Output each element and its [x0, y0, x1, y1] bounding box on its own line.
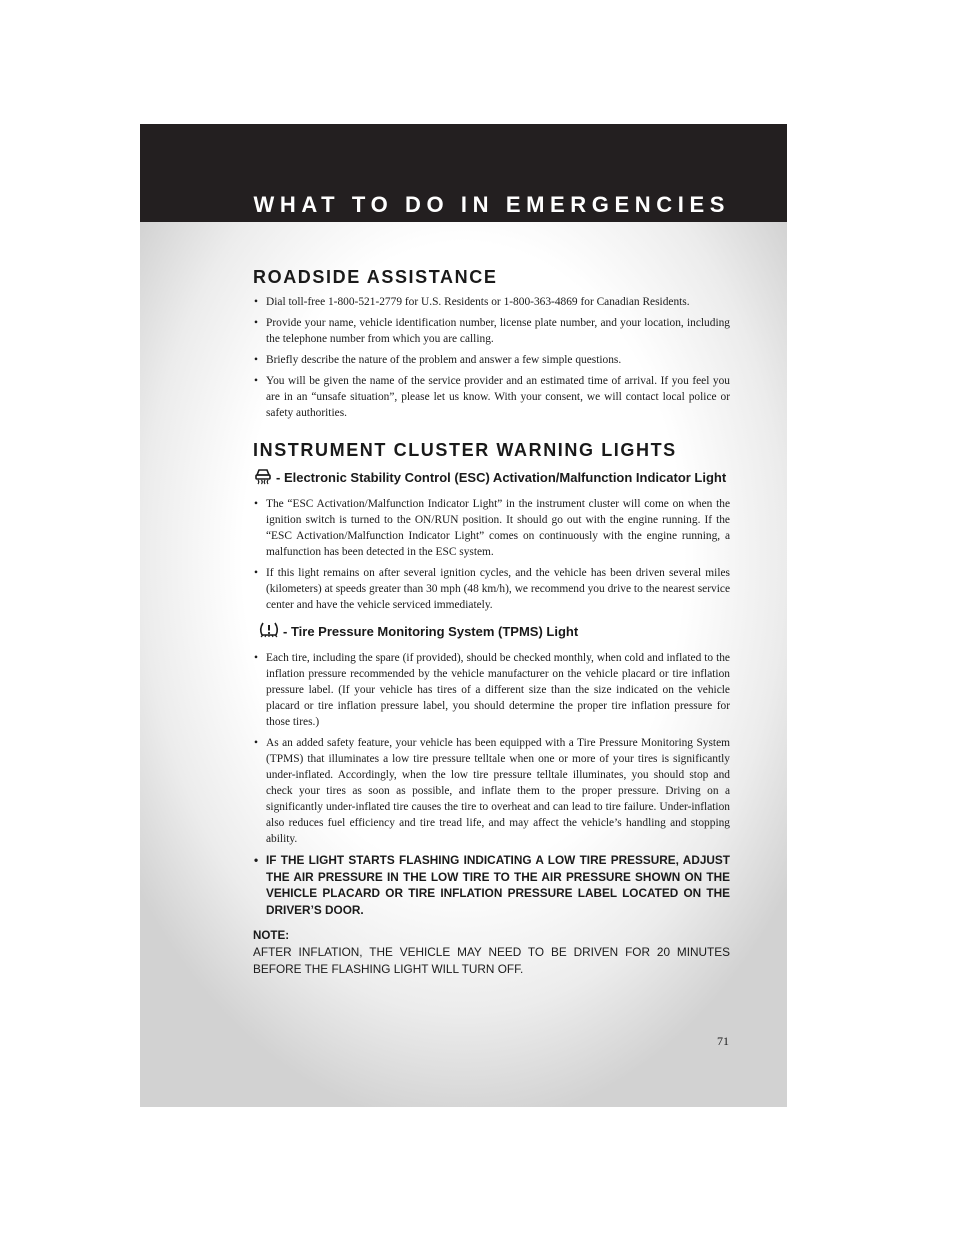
- esc-title: - Electronic Stability Control (ESC) Activation/Malfunction Indicator Light: [276, 470, 727, 485]
- tpms-list: [253, 650, 730, 847]
- list-item: • You will be given the name of the service provider and an estimated time of arrival. If you feel you are in an “unsafe situation”, please let us know. With your consent, we will contact local police or safety authorities.: [253, 373, 730, 421]
- warning-item: • IF THE LIGHT STARTS FLASHING INDICATING A LOW TIRE PRESSURE, ADJUST THE AIR PRESSURE IN THE LOW TIRE TO THE AIR PRESSURE SHOWN ON THE VEHICLE PLACARD OR TIRE INFLATION PRESSURE LABEL LOCATED ON THE DRIVER’S DOOR.: [253, 852, 730, 918]
- list-item: • Provide your name, vehicle identification number, license plate number, and your location, including the telephone number from which you are calling.: [253, 315, 730, 347]
- list-item: • Briefly describe the nature of the problem and answer a few simple questions.: [253, 352, 730, 368]
- list-item: • If this light remains on after several ignition cycles, and the vehicle has been driven several miles (kilometers) at speeds greater than 30 mph (48 km/h), we recommend you drive to the nearest service center and have the vehicle serviced immediately.: [253, 565, 730, 613]
- note-text: AFTER INFLATION, THE VEHICLE MAY NEED TO BE DRIVEN FOR 20 MINUTES BEFORE THE FLASHING LIGHT WILL TURN OFF.: [253, 945, 730, 976]
- cluster-heading: INSTRUMENT CLUSTER WARNING LIGHTS: [253, 440, 677, 460]
- roadside-list: [253, 294, 730, 421]
- list-item: • Each tire, including the spare (if provided), should be checked monthly, when cold and inflated to the inflation pressure recommended by the vehicle manufacturer on the vehicle placard or tire inflation pressure label. (If your vehicle has tires of a different size than the size indicated on the vehicle placard or tire inflation pressure label, you should determine the proper tire inflation pressure for those tires.): [253, 650, 730, 730]
- page-number: 71: [717, 1034, 729, 1048]
- tpms-title: - Tire Pressure Monitoring System (TPMS) Light: [283, 624, 579, 639]
- roadside-heading: ROADSIDE ASSISTANCE: [253, 267, 498, 287]
- list-item: • The “ESC Activation/Malfunction Indicator Light” in the instrument cluster will come on when the ignition switch is turned to the ON/RUN position. It should go out with the engine running. If the “ESC Activation/Malfunction Indicator Light” comes on continuously with the engine running, a malfunction has been detected in the ESC system.: [253, 496, 730, 560]
- chapter-title: WHAT TO DO IN EMERGENCIES: [253, 192, 730, 217]
- esc-list: [253, 496, 730, 613]
- list-item: • As an added safety feature, your vehicle has been equipped with a Tire Pressure Monitoring System (TPMS) that illuminates a low tire pressure telltale when one or more of your tires is significantly under-inflated. Accordingly, when the low tire pressure telltale illuminates, you should stop and check your tires as soon as possible, and inflate them to the proper pressure. Driving on a significantly under-inflated tire causes the tire to overheat and can lead to tire failure. Under-inflation also reduces fuel efficiency and tire tread life, and may affect the vehicle’s handling and stopping ability.: [253, 735, 730, 847]
- tpms-tire-warning-icon: [258, 621, 280, 644]
- esc-skid-car-icon: [253, 467, 273, 490]
- page-content: [253, 266, 730, 977]
- list-item: • Dial toll-free 1-800-521-2779 for U.S. Residents or 1-800-363-4869 for Canadian Residents.: [253, 294, 730, 310]
- tpms-warning-list: [253, 852, 730, 918]
- tpms-subheading: [258, 621, 730, 644]
- esc-subheading: [253, 467, 730, 490]
- manual-page: [140, 124, 787, 1107]
- note-label: NOTE:: [253, 929, 290, 942]
- chapter-header: [140, 124, 787, 222]
